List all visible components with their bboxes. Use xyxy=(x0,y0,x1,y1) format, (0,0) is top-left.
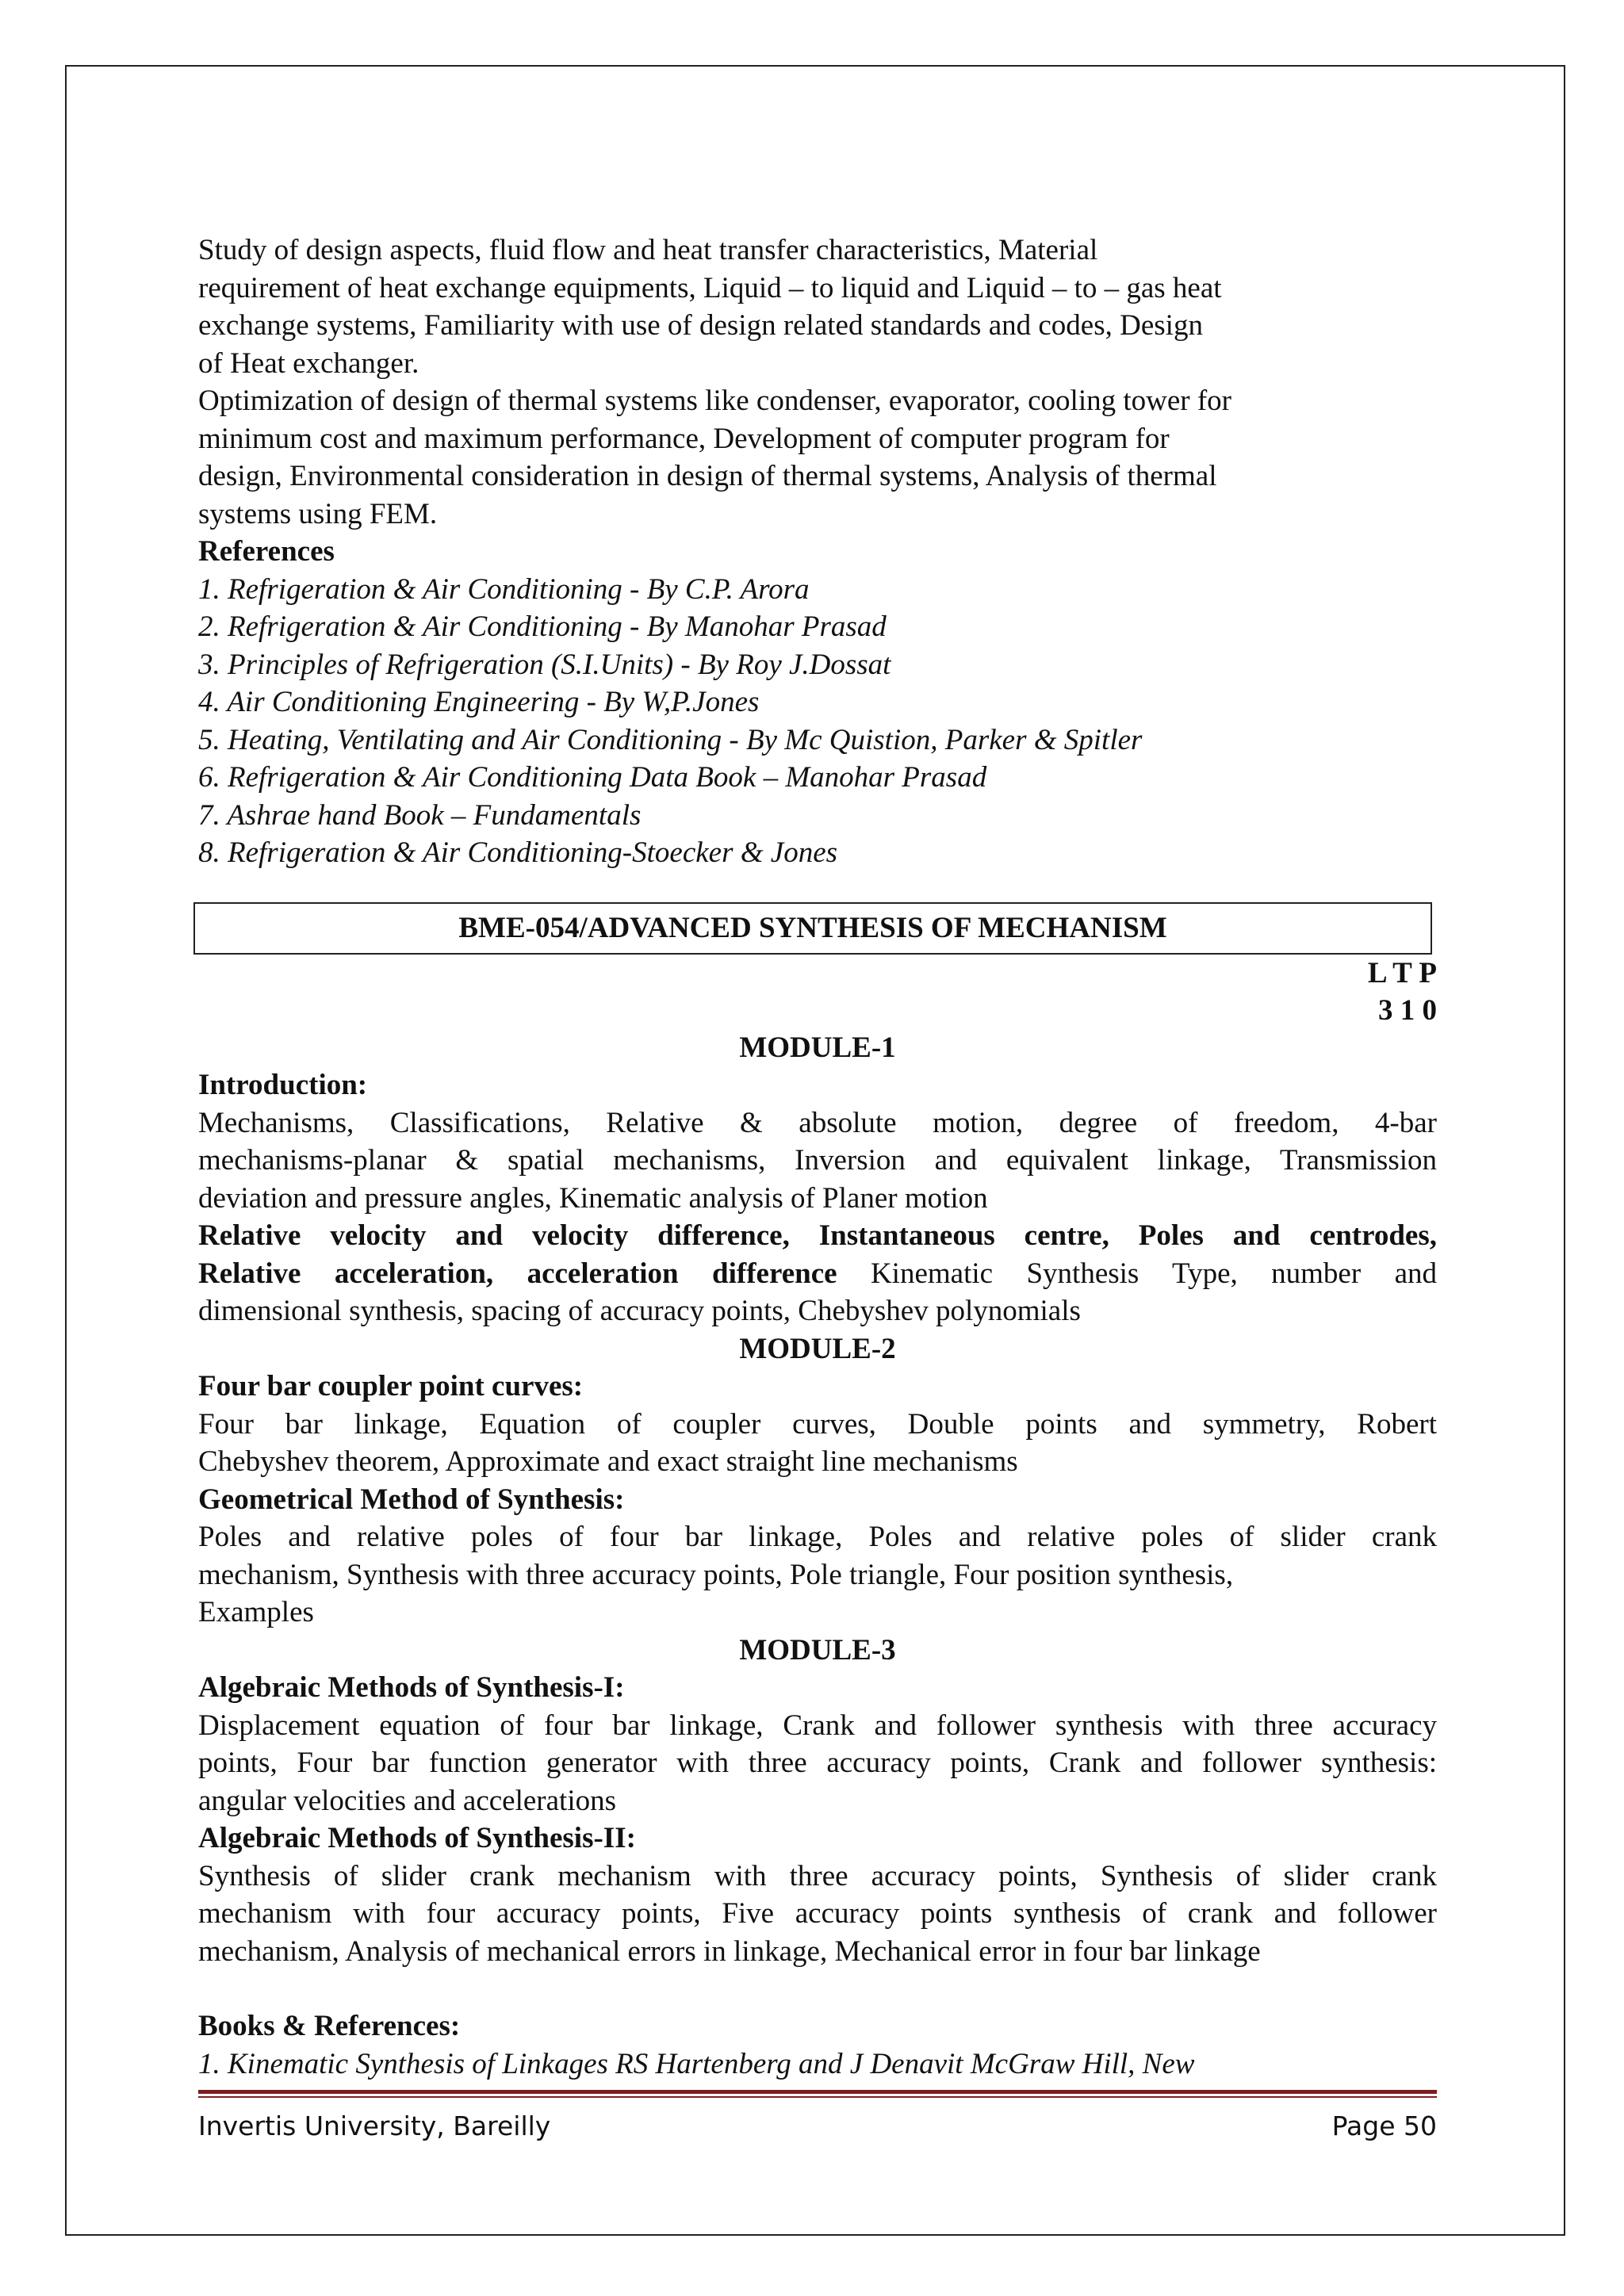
course-title: BME-054/ADVANCED SYNTHESIS OF MECHANISM xyxy=(458,911,1167,944)
reference-item: 8. Refrigeration & Air Conditioning-Stoecker & Jones xyxy=(198,836,838,869)
algebraic-methods-2-paragraph xyxy=(198,1858,1437,1971)
text-line: Four bar linkage, Equation of coupler curves, Double points and symmetry, Robert xyxy=(198,1407,1437,1441)
footer-rule-thin xyxy=(198,2096,1437,2098)
text-line: mechanism with four accuracy points, Five accuracy points synthesis of crank and follower xyxy=(198,1897,1437,1930)
reference-item: 2. Refrigeration & Air Conditioning - By Manohar Prasad xyxy=(198,610,887,643)
text-line: Optimization of design of thermal systems like condenser, evaporator, cooling tower for xyxy=(198,385,1231,417)
text-line: points, Four bar function generator with three accuracy points, Crank and follower synthesis: xyxy=(198,1747,1437,1779)
footer-rule xyxy=(198,2090,1437,2094)
text-line: angular velocities and accelerations xyxy=(198,1784,616,1817)
text-line: Mechanisms, Classifications, Relative & absolute motion, degree of freedom, 4-bar xyxy=(198,1106,1437,1139)
introduction-heading: Introduction: xyxy=(198,1069,368,1101)
geometrical-method-heading: Geometrical Method of Synthesis: xyxy=(198,1483,625,1516)
module-3-heading: MODULE-3 xyxy=(739,1633,896,1667)
spacer xyxy=(198,1970,1437,2007)
text-line: of Heat exchanger. xyxy=(198,346,419,380)
text-line: mechanism, Synthesis with three accuracy points, Pole triangle, Four position synthesis, xyxy=(198,1558,1234,1591)
text-line: Relative velocity and velocity difference, Instantaneous centre, Poles and centrodes, xyxy=(198,1219,1437,1252)
reference-item: 4. Air Conditioning Engineering - By W,P.Jones xyxy=(198,686,760,718)
book-item: 1. Kinematic Synthesis of Linkages RS Hartenberg and J Denavit McGraw Hill, New xyxy=(198,2047,1195,2080)
geometrical-method-paragraph xyxy=(198,1518,1437,1632)
intro-paragraph-1 xyxy=(198,232,1388,382)
reference-item: 5. Heating, Ventilating and Air Conditioning - By Mc Quistion, Parker & Spitler xyxy=(198,723,1143,756)
text-line: Poles and relative poles of four bar linkage, Poles and relative poles of slider crank xyxy=(198,1521,1437,1553)
text-line: mechanisms-planar & spatial mechanisms, Inversion and equivalent linkage, Transmission xyxy=(198,1144,1437,1177)
reference-item: 3. Principles of Refrigeration (S.I.Units) - By Roy J.Dossat xyxy=(198,648,891,681)
text-line: deviation and pressure angles, Kinematic analysis of Planer motion xyxy=(198,1181,988,1215)
ltp-values: 3 1 0 xyxy=(1378,993,1437,1027)
ltp-label: L T P xyxy=(1367,956,1437,989)
books-references-heading: Books & References: xyxy=(198,2010,461,2042)
footer-page-number: Page 50 xyxy=(1331,2110,1437,2141)
reference-item: 1. Refrigeration & Air Conditioning - By C.P. Arora xyxy=(198,572,810,606)
text-line: systems using FEM. xyxy=(198,497,438,530)
reference-item: 6. Refrigeration & Air Conditioning Data Book – Manohar Prasad xyxy=(198,761,987,794)
algebraic-methods-1-heading: Algebraic Methods of Synthesis-I: xyxy=(198,1671,625,1704)
text-line: requirement of heat exchange equipments, Liquid – to liquid and Liquid – to – gas heat xyxy=(198,271,1222,304)
text-line: Displacement equation of four bar linkage, Crank and follower synthesis with three accuracy xyxy=(198,1709,1437,1742)
coupler-curves-paragraph xyxy=(198,1406,1437,1481)
text-line: dimensional synthesis, spacing of accuracy points, Chebyshev polynomials xyxy=(198,1295,1081,1327)
text-line: design, Environmental consideration in design of thermal systems, Analysis of thermal xyxy=(198,460,1217,492)
module-1-paragraph-2 xyxy=(198,1217,1437,1330)
page-content xyxy=(198,232,1437,2083)
algebraic-methods-1-paragraph xyxy=(198,1707,1437,1820)
text-line: minimum cost and maximum performance, Development of computer program for xyxy=(198,422,1170,455)
mixed-line xyxy=(198,1255,1437,1293)
references-heading: References xyxy=(198,535,335,568)
introduction-paragraph xyxy=(198,1104,1437,1218)
module-2-heading: MODULE-2 xyxy=(739,1332,896,1365)
text-line: Synthesis of slider crank mechanism with three accuracy points, Synthesis of slider crank xyxy=(198,1859,1437,1892)
text-line: Examples xyxy=(198,1596,314,1628)
bold-phrase: Relative acceleration, acceleration difference xyxy=(198,1257,837,1290)
intro-paragraph-2 xyxy=(198,382,1388,533)
course-title-box xyxy=(193,902,1432,955)
references-list xyxy=(198,571,1437,872)
text-line: Chebyshev theorem, Approximate and exact straight line mechanisms xyxy=(198,1445,1018,1478)
text-phrase: Kinematic Synthesis Type, number and xyxy=(837,1257,1437,1290)
coupler-curves-heading: Four bar coupler point curves: xyxy=(198,1370,584,1402)
module-1-heading: MODULE-1 xyxy=(739,1031,896,1064)
reference-item: 7. Ashrae hand Book – Fundamentals xyxy=(198,798,642,832)
text-line: mechanism, Analysis of mechanical errors in linkage, Mechanical error in four bar linkage xyxy=(198,1934,1261,1968)
algebraic-methods-2-heading: Algebraic Methods of Synthesis-II: xyxy=(198,1822,636,1854)
footer-institution: Invertis University, Bareilly xyxy=(198,2110,551,2141)
text-line: exchange systems, Familiarity with use of design related standards and codes, Design xyxy=(198,309,1203,342)
text-line: Study of design aspects, fluid flow and heat transfer characteristics, Material xyxy=(198,234,1098,266)
